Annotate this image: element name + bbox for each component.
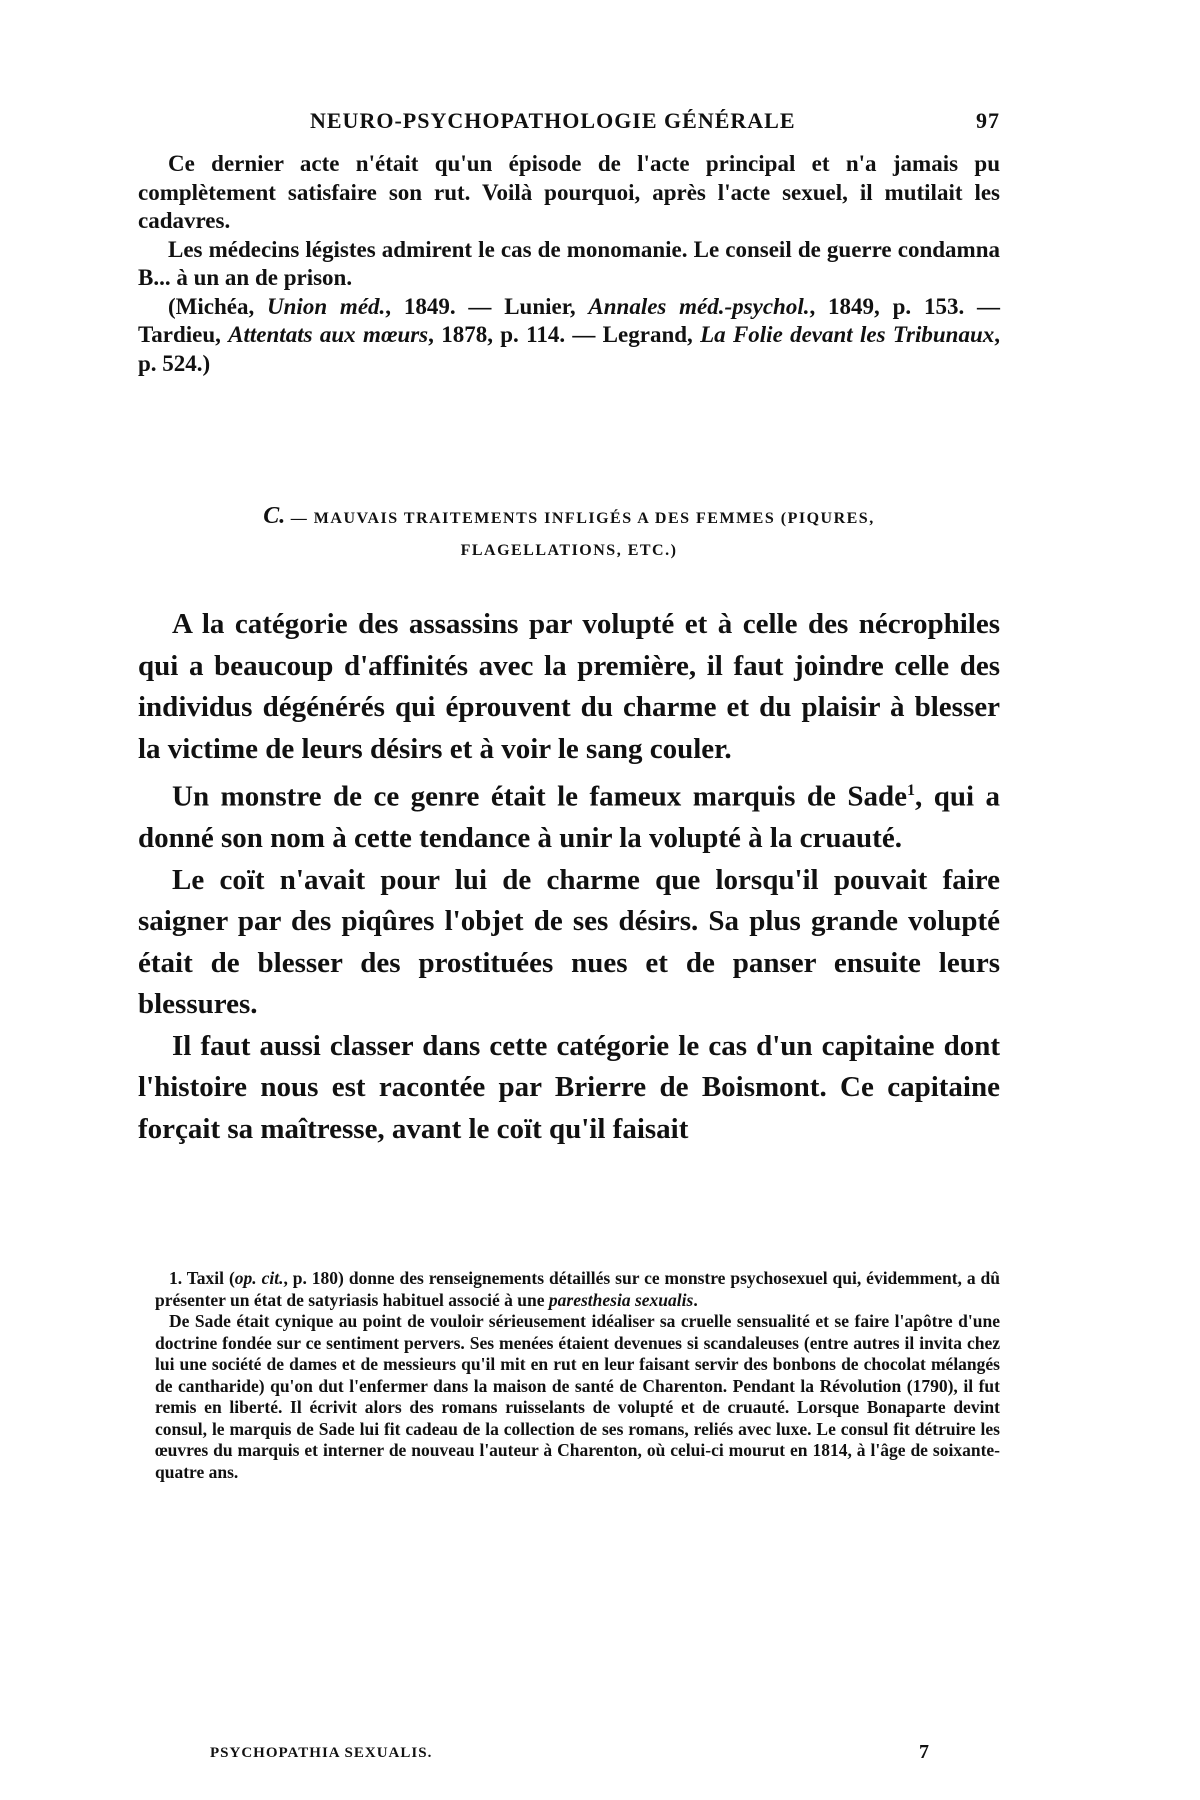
footnote	[155, 1268, 1000, 1483]
ref-title: Attentats aux mœurs	[228, 322, 429, 347]
running-header	[310, 108, 1000, 134]
ref-title: Union méd.	[267, 293, 386, 319]
footnote-number: 1.	[169, 1268, 183, 1288]
references: (Michéa, Union méd., 1849. — Lunier, Annales méd.-psychol., 1849, p. 153. — Tardieu, Attentats aux mœurs, 1878, p. 114. — Legrand, La Folie devant les Tribunaux, p. 524.)	[138, 293, 1001, 376]
page-footer	[210, 1741, 930, 1763]
top-text	[138, 150, 1000, 378]
body-paragraph-2: Un monstre de ce genre était le fameux marquis de Sade$^1$, qui a donné son nom à cette tendance à unir la volupté à la cruauté.	[138, 780, 1000, 855]
footnote-marker: 1	[906, 782, 915, 799]
ref-title: Annales méd.-psychol.	[588, 293, 810, 319]
section-letter: C.	[263, 503, 286, 529]
main-body	[138, 604, 1000, 1150]
body-paragraph-4: Il faut aussi classer dans cette catégorie le cas d'un capitaine dont l'histoire nous est racontée par Brierre de Boismont. Ce capitaine forçait sa maîtresse, avant le coït qu'il faisait	[138, 1029, 1000, 1145]
footnote-paragraph-2: De Sade était cynique au point de vouloir sérieusement idéaliser sa cruelle sensualité et se faire l'apôtre d'une doctrine fondée sur ce sentiment pervers. Ses menées étaient devenues si scandaleuses (entre autres il invita chez lui une société de dames et de messieurs qu'il mit en rut en leur faisant servir des bonbons de chocolat mélangés de cantharide) qu'on dut l'enfermer dans la maison de santé de Charenton. Pendant la Révolution (1790), il fut remis en liberté. Il écrivit alors des romans ruisselants de volupté et de cruauté. Lorsque Bonaparte devint consul, le marquis de Sade lui fit cadeau de la collection de ses romans, reliés avec luxe. Le consul fit détruire les œuvres du marquis et interner de nouveau l'auteur à Charenton, où celui-ci mourut en 1814, à l'âge de soixante-quatre ans.	[155, 1311, 1000, 1482]
running-title: NEURO-PSYCHOPATHOLOGIE GÉNÉRALE	[310, 108, 796, 133]
signature-mark: 7	[919, 1741, 930, 1763]
top-paragraph-1: Ce dernier acte n'était qu'un épisode de l'acte principal et n'a jamais pu complètement satisfaire son rut. Voilà pourquoi, après l'acte sexuel, il mutilait les cadavres.	[138, 151, 1000, 233]
body-paragraph-1: A la catégorie des assassins par volupté et à celle des nécrophiles qui a beaucoup d'affinités avec la première, il faut joindre celle des individus dégénérés qui éprouvent du charme et du plaisir à blesser la victime de leurs désirs et à voir le sang couler.	[138, 608, 1000, 765]
section-heading-line-2: FLAGELLATIONS, ETC.)	[460, 542, 678, 559]
footnote-paragraph-1: 1. Taxil (op. cit., p. 180) donne des renseignements détaillés sur ce monstre psychosexuel qui, évidemment, a dû présenter un état de satyriasis habituel associé à une paresthesia sexualis.	[155, 1268, 1000, 1310]
top-paragraph-2: Les médecins légistes admirent le cas de monomanie. Le conseil de guerre condamna B... à un an de prison.	[138, 236, 1000, 290]
footnote-term: paresthesia sexualis	[548, 1289, 694, 1310]
book-title: PSYCHOPATHIA SEXUALIS.	[210, 1745, 433, 1761]
section-heading-line-1: C. — MAUVAIS TRAITEMENTS INFLIGÉS A DES FEMMES (PIQURES,	[263, 503, 875, 529]
body-paragraph-3: Le coït n'avait pour lui de charme que lorsqu'il pouvait faire saigner par des piqûres l'objet de ses désirs. Sa plus grande volupté était de blesser des prostituées nues et de panser ensuite leurs blessures.	[138, 863, 1000, 1021]
page-number: 97	[976, 108, 1000, 133]
section-heading	[138, 500, 1000, 567]
ref-title: La Folie devant les Tribunaux	[700, 322, 995, 347]
